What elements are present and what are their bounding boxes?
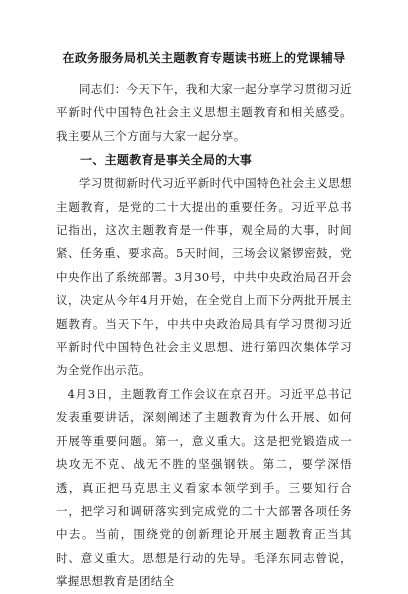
- body-paragraph-2: 学习贯彻新时代习近平新时代中国特色社会主义思想主题教育，是党的二十大提出的重要任务。习近平总书记指出，这次主题教育是一件事，观全局的大事，时间紧、任务重、要求高。5天时间，三场会议紧锣密鼓，党中央作出了系统部署。3月30号，中共中央政治局召开会议，决定从今年4月开始，在全党自上而下分两批开展主题教育。当天下午，中共中央政治局具有学习贯彻习近平新时代中国特色社会主义思想、进行第四次集体学习为全党作出示范。: [56, 176, 352, 378]
- section-1-heading: 一、主题教育是事关全局的大事: [80, 153, 253, 168]
- greeting-paragraph: 同志们：今天下午，我和大家一起分享学习贯彻习近平新时代中国特色社会主义思想主题教育和相关感受。我主要从三个方面与大家一起分享。: [56, 82, 352, 143]
- document-title: 在政务服务局机关主题教育专题读书班上的党课辅导: [62, 51, 346, 65]
- body-paragraph-3: 4月3日，主题教育工作会议在京召开。习近平总书记发表重要讲话，深刻阐述了主题教育为什么开展、如何开展等重要问题。第一，意义重大。这是把党锻造成一块攻无不克、战无不胜的坚强钢铁。第二，要学深悟透，真正把马克思主义看家本领学到手。三要知行合一，把学习和调研落实到完成党的二十大部署各项任务中去。当前，围绕党的创新理论开展主题教育正当其时、意义重大。思想是行动的先导。毛泽东同志曾说，掌握思想教育是团结全: [56, 386, 352, 589]
